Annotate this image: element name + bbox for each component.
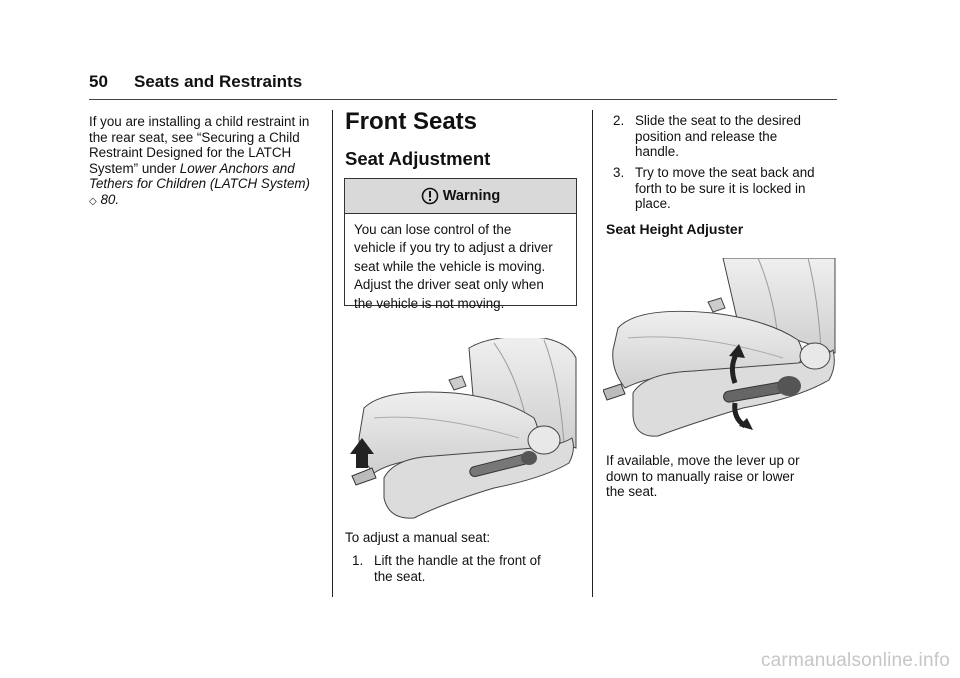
step-line: Slide the seat to the desired [635, 113, 802, 128]
step-line: Lift the handle at the front of [374, 553, 541, 568]
column-divider-left [332, 110, 333, 597]
warning-icon [421, 187, 439, 205]
step-text [374, 553, 541, 584]
step-line: position and release the [635, 128, 778, 144]
warning-line: Adjust the driver seat only when [354, 277, 544, 293]
step-number: 3. [613, 165, 625, 180]
warning-header [345, 179, 576, 214]
header-rule [89, 99, 837, 100]
page-number: 50 [89, 72, 108, 91]
child-restraint-paragraph [89, 114, 321, 210]
warning-text [345, 214, 576, 313]
manual-seat-illustration [344, 338, 577, 523]
warning-box [344, 178, 577, 311]
warning-line: the vehicle is not moving. [354, 295, 505, 311]
step-3 [613, 165, 843, 215]
warning-line: seat while the vehicle is moving. [354, 258, 546, 274]
step-number: 1. [352, 553, 364, 568]
seat-height-line: the seat. [606, 484, 658, 500]
step-line: forth to be sure it is locked in [635, 180, 806, 196]
section-title: Seats and Restraints [134, 72, 303, 91]
step-line: the seat. [374, 568, 426, 584]
column-divider-right [592, 110, 593, 597]
page-ref-icon: ◇ [89, 195, 97, 207]
warning-line: vehicle if you try to adjust a driver [354, 240, 553, 256]
warning-label: Warning [442, 188, 501, 204]
step-line: Try to move the seat back and [635, 165, 815, 180]
step-2 [613, 113, 843, 163]
step-number: 2. [613, 113, 625, 128]
step-text [635, 113, 801, 160]
step-line: handle. [635, 144, 679, 160]
site-watermark: carmanualsonline.info [760, 650, 950, 671]
warning-line: You can lose control of the [354, 222, 512, 237]
step-1 [352, 553, 582, 589]
seat-height-heading: Seat Height Adjuster [606, 221, 744, 237]
seat-adjustment-heading: Seat Adjustment [345, 148, 491, 169]
latch-reference-link[interactable]: Lower Anchors and Tethers for Children (LATCH System) [89, 160, 311, 192]
step-text [635, 165, 815, 212]
seat-height-line: down to manually raise or lower [606, 468, 795, 484]
child-restraint-text: If you are installing a child restraint in the rear seat, see “Securing a Child Restraint Designed for the LATCH System” under [89, 114, 310, 176]
manual-seat-caption: To adjust a manual seat: [345, 530, 491, 545]
seat-height-line: If available, move the lever up or [606, 453, 800, 468]
front-seats-heading: Front Seats [345, 108, 478, 135]
step-line: place. [635, 196, 671, 212]
seat-height-illustration [603, 258, 836, 443]
seat-height-text [606, 453, 836, 500]
page-ref-number[interactable]: 80. [100, 191, 120, 207]
page-header [89, 72, 837, 102]
